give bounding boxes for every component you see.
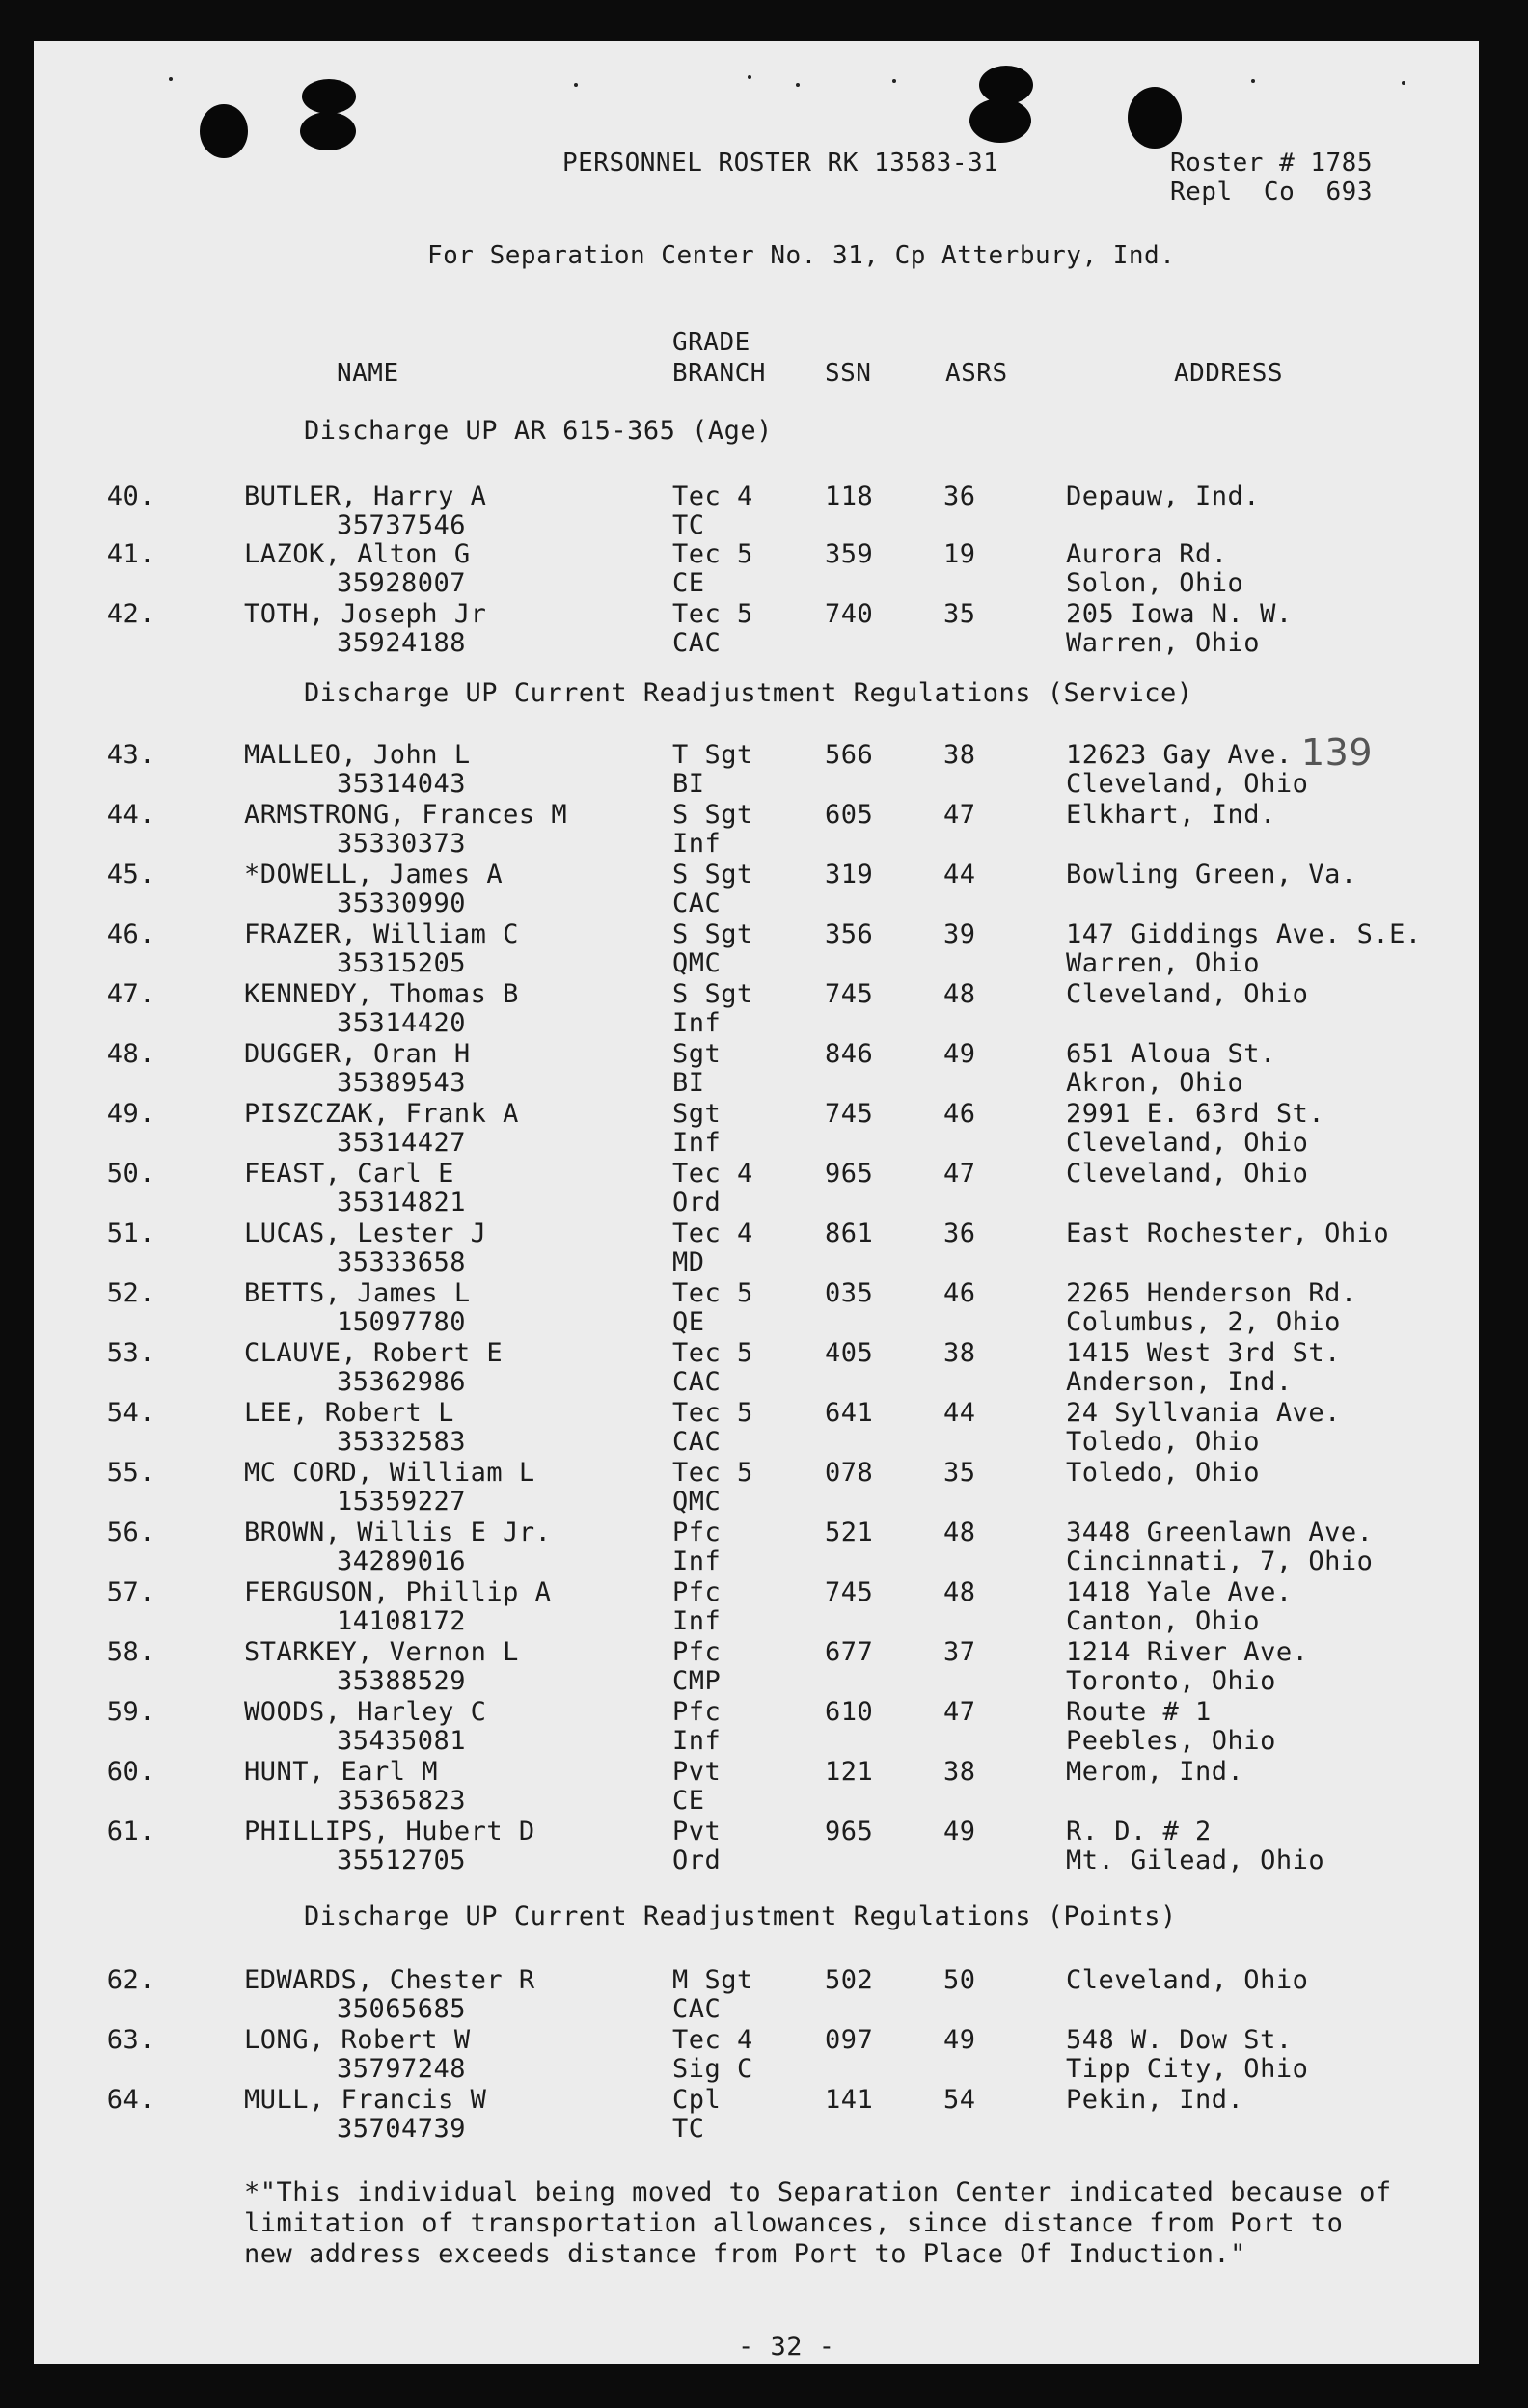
army-serial-number: 34289016 xyxy=(337,1546,467,1576)
address-line-1: 3448 Greenlawn Ave. xyxy=(1066,1518,1374,1547)
address-line-1: 2991 E. 63rd St. xyxy=(1066,1099,1325,1129)
ssn-code: 097 xyxy=(825,2025,874,2055)
army-serial-number: 35314420 xyxy=(337,1008,467,1038)
entry-number: 52. xyxy=(106,1278,155,1308)
branch: Inf xyxy=(672,1546,722,1576)
address-line-2: Akron, Ohio xyxy=(1066,1068,1244,1098)
grade: Pfc xyxy=(672,1697,722,1727)
asrs-score: 37 xyxy=(943,1637,976,1667)
soldier-name: CLAUVE, Robert E xyxy=(244,1338,504,1368)
grade: Cpl xyxy=(672,2085,722,2115)
branch: Inf xyxy=(672,1128,722,1158)
army-serial-number: 35332583 xyxy=(337,1427,467,1457)
grade: Tec 5 xyxy=(672,1278,753,1308)
address-line-1: Pekin, Ind. xyxy=(1066,2085,1244,2115)
ssn-code: 405 xyxy=(825,1338,874,1368)
asrs-score: 49 xyxy=(943,2025,976,2055)
soldier-name: EDWARDS, Chester R xyxy=(244,1965,535,1995)
separation-center-line: For Separation Center No. 31, Cp Atterbury, Ind. xyxy=(427,241,1176,270)
branch: QE xyxy=(672,1307,705,1337)
soldier-name: FEAST, Carl E xyxy=(244,1159,454,1189)
entry-number: 59. xyxy=(106,1697,155,1727)
entry-number: 58. xyxy=(106,1637,155,1667)
entry-number: 54. xyxy=(106,1398,155,1428)
grade: Pfc xyxy=(672,1577,722,1607)
address-line-1: Cleveland, Ohio xyxy=(1066,1159,1309,1189)
address-line-1: Toledo, Ohio xyxy=(1066,1458,1261,1488)
ssn-code: 745 xyxy=(825,979,874,1009)
ssn-code: 319 xyxy=(825,860,874,889)
soldier-name: MALLEO, John L xyxy=(244,740,471,770)
grade: T Sgt xyxy=(672,740,753,770)
soldier-name: BETTS, James L xyxy=(244,1278,471,1308)
entry-number: 41. xyxy=(106,539,155,569)
entry-number: 64. xyxy=(106,2085,155,2115)
address-line-1: Bowling Green, Va. xyxy=(1066,860,1357,889)
ssn-code: 502 xyxy=(825,1965,874,1995)
soldier-name: ARMSTRONG, Frances M xyxy=(244,800,568,830)
address-line-2: Solon, Ohio xyxy=(1066,568,1244,598)
address-line-2: Warren, Ohio xyxy=(1066,948,1261,978)
grade: Pvt xyxy=(672,1757,722,1787)
entry-number: 43. xyxy=(106,740,155,770)
asrs-score: 48 xyxy=(943,1577,976,1607)
ssn-code: 965 xyxy=(825,1817,874,1847)
entry-number: 57. xyxy=(106,1577,155,1607)
asrs-score: 19 xyxy=(943,539,976,569)
ssn-code: 745 xyxy=(825,1577,874,1607)
address-line-1: 205 Iowa N. W. xyxy=(1066,599,1293,629)
asrs-score: 46 xyxy=(943,1099,976,1129)
entry-number: 63. xyxy=(106,2025,155,2055)
address-line-1: R. D. # 2 xyxy=(1066,1817,1212,1847)
army-serial-number: 15097780 xyxy=(337,1307,467,1337)
soldier-name: LONG, Robert W xyxy=(244,2025,471,2055)
roster-page xyxy=(34,41,1479,2364)
grade: Tec 4 xyxy=(672,1159,753,1189)
army-serial-number: 35704739 xyxy=(337,2114,467,2144)
army-serial-number: 35314043 xyxy=(337,769,467,799)
branch: Inf xyxy=(672,1008,722,1038)
entry-number: 44. xyxy=(106,800,155,830)
branch: QMC xyxy=(672,948,722,978)
army-serial-number: 35388529 xyxy=(337,1666,467,1696)
footnote-line: limitation of transportation allowances, since distance from Port to xyxy=(244,2208,1344,2238)
army-serial-number: 35330373 xyxy=(337,829,467,859)
army-serial-number: 14108172 xyxy=(337,1606,467,1636)
ssn-code: 677 xyxy=(825,1637,874,1667)
grade: S Sgt xyxy=(672,919,753,949)
grade: Tec 5 xyxy=(672,539,753,569)
address-line-1: Elkhart, Ind. xyxy=(1066,800,1276,830)
soldier-name: STARKEY, Vernon L xyxy=(244,1637,519,1667)
asrs-score: 46 xyxy=(943,1278,976,1308)
branch: CAC xyxy=(672,1427,722,1457)
branch: BI xyxy=(672,769,705,799)
ssn-code: 745 xyxy=(825,1099,874,1129)
entry-number: 62. xyxy=(106,1965,155,1995)
address-line-1: 651 Aloua St. xyxy=(1066,1039,1276,1069)
branch: CE xyxy=(672,568,705,598)
binder-hole xyxy=(300,112,356,150)
asrs-score: 38 xyxy=(943,1338,976,1368)
ssn-code: 846 xyxy=(825,1039,874,1069)
asrs-score: 54 xyxy=(943,2085,976,2115)
ssn-code: 740 xyxy=(825,599,874,629)
address-line-2: Cleveland, Ohio xyxy=(1066,769,1309,799)
address-line-2: Warren, Ohio xyxy=(1066,628,1261,658)
ssn-code: 566 xyxy=(825,740,874,770)
branch: CAC xyxy=(672,889,722,918)
footnote-line: new address exceeds distance from Port to Place Of Induction." xyxy=(244,2239,1246,2269)
soldier-name: BUTLER, Harry A xyxy=(244,481,487,511)
soldier-name: BROWN, Willis E Jr. xyxy=(244,1518,552,1547)
binder-hole xyxy=(302,79,356,114)
soldier-name: HUNT, Earl M xyxy=(244,1757,439,1787)
branch: CMP xyxy=(672,1666,722,1696)
army-serial-number: 35315205 xyxy=(337,948,467,978)
entry-number: 60. xyxy=(106,1757,155,1787)
grade: M Sgt xyxy=(672,1965,753,1995)
asrs-score: 50 xyxy=(943,1965,976,1995)
address-line-1: Merom, Ind. xyxy=(1066,1757,1244,1787)
column-address: ADDRESS xyxy=(1174,359,1284,388)
grade: Tec 5 xyxy=(672,1458,753,1488)
grade: Sgt xyxy=(672,1039,722,1069)
address-line-1: 2265 Henderson Rd. xyxy=(1066,1278,1357,1308)
grade: Tec 5 xyxy=(672,1398,753,1428)
branch: CE xyxy=(672,1786,705,1816)
address-line-2: Columbus, 2, Ohio xyxy=(1066,1307,1341,1337)
section-heading: Discharge UP AR 615-365 (Age) xyxy=(304,416,773,446)
column-asrs: ASRS xyxy=(945,359,1008,388)
asrs-score: 48 xyxy=(943,979,976,1009)
address-line-1: 1214 River Ave. xyxy=(1066,1637,1309,1667)
address-line-2: Toledo, Ohio xyxy=(1066,1427,1261,1457)
soldier-name: LAZOK, Alton G xyxy=(244,539,471,569)
army-serial-number: 35389543 xyxy=(337,1068,467,1098)
branch: TC xyxy=(672,510,705,540)
binder-hole xyxy=(200,104,248,158)
army-serial-number: 35435081 xyxy=(337,1726,467,1756)
asrs-score: 47 xyxy=(943,1159,976,1189)
army-serial-number: 35065685 xyxy=(337,1994,467,2024)
ssn-code: 035 xyxy=(825,1278,874,1308)
branch: QMC xyxy=(672,1487,722,1517)
footnote-line: *"This individual being moved to Separation Center indicated because of xyxy=(244,2177,1392,2207)
army-serial-number: 35314427 xyxy=(337,1128,467,1158)
ssn-code: 118 xyxy=(825,481,874,511)
entry-number: 55. xyxy=(106,1458,155,1488)
entry-number: 42. xyxy=(106,599,155,629)
entry-number: 49. xyxy=(106,1099,155,1129)
branch: BI xyxy=(672,1068,705,1098)
asrs-score: 49 xyxy=(943,1817,976,1847)
asrs-score: 47 xyxy=(943,800,976,830)
asrs-score: 36 xyxy=(943,481,976,511)
entry-number: 51. xyxy=(106,1218,155,1248)
soldier-name: FERGUSON, Phillip A xyxy=(244,1577,552,1607)
branch: CAC xyxy=(672,1994,722,2024)
grade: Tec 4 xyxy=(672,481,753,511)
address-line-1: Cleveland, Ohio xyxy=(1066,1965,1309,1995)
soldier-name: MC CORD, William L xyxy=(244,1458,535,1488)
grade: Tec 4 xyxy=(672,1218,753,1248)
grade: Pfc xyxy=(672,1518,722,1547)
ssn-code: 141 xyxy=(825,2085,874,2115)
ssn-code: 121 xyxy=(825,1757,874,1787)
branch: Ord xyxy=(672,1188,722,1218)
address-line-1: 24 Syllvania Ave. xyxy=(1066,1398,1341,1428)
column-grade: GRADE xyxy=(672,328,750,357)
column-name: NAME xyxy=(337,359,399,388)
asrs-score: 36 xyxy=(943,1218,976,1248)
address-line-1: East Rochester, Ohio xyxy=(1066,1218,1390,1248)
asrs-score: 47 xyxy=(943,1697,976,1727)
army-serial-number: 35797248 xyxy=(337,2054,467,2084)
soldier-name: WOODS, Harley C xyxy=(244,1697,487,1727)
army-serial-number: 15359227 xyxy=(337,1487,467,1517)
grade: S Sgt xyxy=(672,979,753,1009)
asrs-score: 35 xyxy=(943,1458,976,1488)
address-line-2: Peebles, Ohio xyxy=(1066,1726,1276,1756)
ssn-code: 861 xyxy=(825,1218,874,1248)
address-line-1: Aurora Rd. xyxy=(1066,539,1228,569)
entry-number: 61. xyxy=(106,1817,155,1847)
address-line-2: Mt. Gilead, Ohio xyxy=(1066,1846,1325,1875)
branch: Inf xyxy=(672,1726,722,1756)
section-heading: Discharge UP Current Readjustment Regulations (Points) xyxy=(304,1902,1177,1931)
soldier-name: LEE, Robert L xyxy=(244,1398,454,1428)
branch: Ord xyxy=(672,1846,722,1875)
branch: Inf xyxy=(672,829,722,859)
entry-number: 40. xyxy=(106,481,155,511)
entry-number: 47. xyxy=(106,979,155,1009)
soldier-name: KENNEDY, Thomas B xyxy=(244,979,519,1009)
entry-number: 46. xyxy=(106,919,155,949)
ssn-code: 521 xyxy=(825,1518,874,1547)
address-line-1: 548 W. Dow St. xyxy=(1066,2025,1293,2055)
asrs-score: 48 xyxy=(943,1518,976,1547)
address-line-1: 1418 Yale Ave. xyxy=(1066,1577,1293,1607)
grade: S Sgt xyxy=(672,860,753,889)
grade: Tec 5 xyxy=(672,599,753,629)
address-line-2: Anderson, Ind. xyxy=(1066,1367,1293,1397)
asrs-score: 38 xyxy=(943,1757,976,1787)
grade: Tec 4 xyxy=(672,2025,753,2055)
binder-hole xyxy=(1128,87,1182,149)
asrs-score: 38 xyxy=(943,740,976,770)
address-line-2: Cleveland, Ohio xyxy=(1066,1128,1309,1158)
branch: Inf xyxy=(672,1606,722,1636)
address-line-1: Depauw, Ind. xyxy=(1066,481,1261,511)
branch: MD xyxy=(672,1247,705,1277)
asrs-score: 35 xyxy=(943,599,976,629)
address-line-1: 1415 West 3rd St. xyxy=(1066,1338,1341,1368)
binder-hole xyxy=(969,98,1031,143)
army-serial-number: 35928007 xyxy=(337,568,467,598)
soldier-name: PHILLIPS, Hubert D xyxy=(244,1817,535,1847)
army-serial-number: 35333658 xyxy=(337,1247,467,1277)
ssn-code: 965 xyxy=(825,1159,874,1189)
soldier-name: FRAZER, William C xyxy=(244,919,519,949)
address-line-2: Toronto, Ohio xyxy=(1066,1666,1276,1696)
asrs-score: 44 xyxy=(943,860,976,889)
army-serial-number: 35365823 xyxy=(337,1786,467,1816)
grade: Sgt xyxy=(672,1099,722,1129)
ssn-code: 359 xyxy=(825,539,874,569)
address-line-1: Route # 1 xyxy=(1066,1697,1212,1727)
ssn-code: 610 xyxy=(825,1697,874,1727)
address-line-2: Cincinnati, 7, Ohio xyxy=(1066,1546,1374,1576)
soldier-name: TOTH, Joseph Jr xyxy=(244,599,487,629)
branch: CAC xyxy=(672,628,722,658)
address-line-1: 147 Giddings Ave. S.E. xyxy=(1066,919,1422,949)
ssn-code: 078 xyxy=(825,1458,874,1488)
ssn-code: 605 xyxy=(825,800,874,830)
branch: TC xyxy=(672,2114,705,2144)
handwritten-page-note: 139 xyxy=(1301,731,1374,774)
army-serial-number: 35314821 xyxy=(337,1188,467,1218)
soldier-name: PISZCZAK, Frank A xyxy=(244,1099,519,1129)
column-branch: BRANCH xyxy=(672,359,766,388)
soldier-name: DUGGER, Oran H xyxy=(244,1039,471,1069)
grade: Tec 5 xyxy=(672,1338,753,1368)
army-serial-number: 35737546 xyxy=(337,510,467,540)
entry-number: 53. xyxy=(106,1338,155,1368)
army-serial-number: 35362986 xyxy=(337,1367,467,1397)
army-serial-number: 35924188 xyxy=(337,628,467,658)
branch: CAC xyxy=(672,1367,722,1397)
entry-number: 48. xyxy=(106,1039,155,1069)
roster-number: Roster # 1785 xyxy=(1170,149,1373,178)
entry-number: 56. xyxy=(106,1518,155,1547)
soldier-name: *DOWELL, James A xyxy=(244,860,504,889)
roster-title: PERSONNEL ROSTER RK 13583-31 xyxy=(562,149,999,178)
asrs-score: 39 xyxy=(943,919,976,949)
army-serial-number: 35330990 xyxy=(337,889,467,918)
address-line-1: Cleveland, Ohio xyxy=(1066,979,1309,1009)
grade: Pvt xyxy=(672,1817,722,1847)
ssn-code: 641 xyxy=(825,1398,874,1428)
replacement-company: Repl Co 693 xyxy=(1170,178,1373,206)
grade: S Sgt xyxy=(672,800,753,830)
soldier-name: MULL, Francis W xyxy=(244,2085,487,2115)
page-number: - 32 - xyxy=(738,2332,835,2362)
grade: Pfc xyxy=(672,1637,722,1667)
address-line-1: 12623 Gay Ave. xyxy=(1066,740,1293,770)
army-serial-number: 35512705 xyxy=(337,1846,467,1875)
address-line-2: Canton, Ohio xyxy=(1066,1606,1261,1636)
address-line-2: Tipp City, Ohio xyxy=(1066,2054,1309,2084)
soldier-name: LUCAS, Lester J xyxy=(244,1218,487,1248)
section-heading: Discharge UP Current Readjustment Regulations (Service) xyxy=(304,678,1193,708)
asrs-score: 49 xyxy=(943,1039,976,1069)
entry-number: 45. xyxy=(106,860,155,889)
column-ssn: SSN xyxy=(825,359,872,388)
ssn-code: 356 xyxy=(825,919,874,949)
asrs-score: 44 xyxy=(943,1398,976,1428)
entry-number: 50. xyxy=(106,1159,155,1189)
branch: Sig C xyxy=(672,2054,753,2084)
